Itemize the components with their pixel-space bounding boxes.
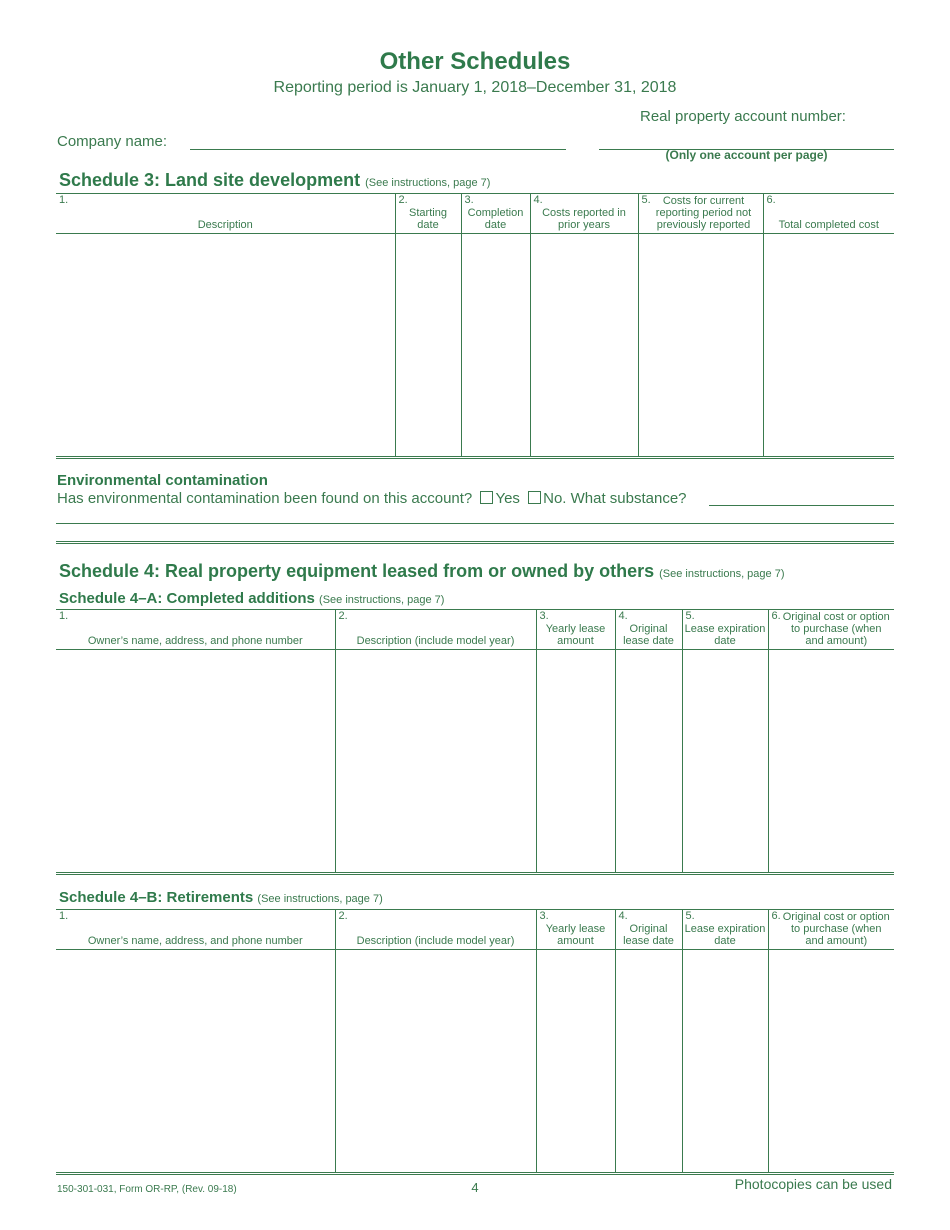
schedule3-cell-description[interactable] bbox=[56, 234, 395, 458]
account-note: (Only one account per page) bbox=[665, 148, 828, 162]
yes-label: Yes bbox=[495, 490, 520, 507]
schedule4a-col-expiration: 5. Lease expiration date bbox=[682, 610, 768, 650]
schedule3-col-total-cost: 6. Total completed cost bbox=[763, 194, 894, 234]
schedule4b-cell-original-cost[interactable] bbox=[768, 950, 894, 1174]
schedule4a-title bbox=[59, 590, 444, 607]
schedule3-title-text: Schedule 3: Land site development bbox=[59, 170, 361, 190]
schedule4a-table bbox=[56, 609, 894, 875]
schedule4a-cell-expiration[interactable] bbox=[682, 650, 768, 874]
substance-field[interactable] bbox=[709, 505, 894, 506]
schedule3-cell-completion-date[interactable] bbox=[461, 234, 530, 458]
schedule4b-col-expiration: 5. Lease expiration date bbox=[682, 910, 768, 950]
schedule3-col-starting-date: 2. Starting date bbox=[395, 194, 461, 234]
schedule4b-ref: (See instructions, page 7) bbox=[257, 893, 383, 905]
schedule3-cell-starting-date[interactable] bbox=[395, 234, 461, 458]
schedule4b-col-yearly-lease: 3. Yearly lease amount bbox=[536, 910, 615, 950]
schedule4b-title bbox=[59, 889, 383, 906]
schedule4-title-text: Schedule 4: Real property equipment leased from or owned by others bbox=[59, 561, 655, 581]
schedule4-title bbox=[59, 561, 785, 582]
schedule4a-cell-owner[interactable] bbox=[56, 650, 335, 874]
schedule3-ref: (See instructions, page 7) bbox=[365, 177, 491, 189]
substance-label: What substance? bbox=[570, 490, 687, 507]
company-name-field[interactable] bbox=[190, 149, 566, 150]
schedule3-cell-prior-costs[interactable] bbox=[530, 234, 638, 458]
schedule4a-col-lease-date: 4. Original lease date bbox=[615, 610, 682, 650]
no-checkbox[interactable] bbox=[528, 491, 541, 504]
schedule3-header-row bbox=[56, 194, 894, 234]
company-name-label: Company name: bbox=[57, 133, 168, 150]
photocopy-note: Photocopies can be used bbox=[734, 1176, 892, 1192]
schedule3-cell-current-costs[interactable] bbox=[638, 234, 763, 458]
schedule4a-cell-description[interactable] bbox=[335, 650, 536, 874]
schedule4b-cell-description[interactable] bbox=[335, 950, 536, 1174]
schedule4a-title-text: Schedule 4–A: Completed additions bbox=[59, 590, 315, 607]
schedule3-col-current-costs: 5. Costs for current reporting period not previously reported bbox=[638, 194, 763, 234]
environmental-title: Environmental contamination bbox=[57, 472, 268, 489]
schedule4b-col-description: 2. Description (include model year) bbox=[335, 910, 536, 950]
substance-continuation-line[interactable] bbox=[56, 523, 894, 524]
section-divider bbox=[56, 541, 894, 544]
page-number: 4 bbox=[471, 1180, 479, 1195]
schedule4a-header-row bbox=[56, 610, 894, 650]
schedule4a-entry-area[interactable] bbox=[56, 650, 894, 874]
schedule3-col-completion-date: 3. Completion date bbox=[461, 194, 530, 234]
schedule4b-cell-owner[interactable] bbox=[56, 950, 335, 1174]
schedule4a-col-description: 2. Description (include model year) bbox=[335, 610, 536, 650]
environmental-question-row bbox=[57, 490, 687, 507]
schedule3-table bbox=[56, 193, 894, 459]
schedule3-entry-area[interactable] bbox=[56, 234, 894, 458]
schedule4b-table bbox=[56, 909, 894, 1175]
schedule4b-entry-area[interactable] bbox=[56, 950, 894, 1174]
reporting-period: Reporting period is January 1, 2018–December 31, 2018 bbox=[273, 79, 677, 96]
schedule4a-cell-lease-date[interactable] bbox=[615, 650, 682, 874]
schedule4a-col-owner: 1. Owner’s name, address, and phone number bbox=[56, 610, 335, 650]
page-title: Other Schedules bbox=[379, 48, 571, 75]
schedule4b-cell-expiration[interactable] bbox=[682, 950, 768, 1174]
schedule3-cell-total-cost[interactable] bbox=[763, 234, 894, 458]
schedule3-col-prior-costs: 4. Costs reported in prior years bbox=[530, 194, 638, 234]
schedule4a-ref: (See instructions, page 7) bbox=[319, 594, 445, 606]
environmental-question: Has environmental contamination been found on this account? bbox=[57, 490, 473, 507]
schedule4b-header-row bbox=[56, 910, 894, 950]
yes-checkbox[interactable] bbox=[480, 491, 493, 504]
form-identifier: 150-301-031, Form OR-RP, (Rev. 09-18) bbox=[57, 1184, 237, 1195]
schedule4b-col-owner: 1. Owner’s name, address, and phone number bbox=[56, 910, 335, 950]
schedule4b-col-original-cost: 6. Original cost or option to purchase (when and amount) bbox=[768, 910, 894, 950]
schedule3-col-description: 1. Description bbox=[56, 194, 395, 234]
schedule4b-title-text: Schedule 4–B: Retirements bbox=[59, 889, 254, 906]
schedule4a-cell-yearly-lease[interactable] bbox=[536, 650, 615, 874]
schedule4b-cell-lease-date[interactable] bbox=[615, 950, 682, 1174]
no-label: No. bbox=[543, 490, 567, 507]
schedule4b-cell-yearly-lease[interactable] bbox=[536, 950, 615, 1174]
schedule4b-col-lease-date: 4. Original lease date bbox=[615, 910, 682, 950]
schedule4a-cell-original-cost[interactable] bbox=[768, 650, 894, 874]
schedule4a-col-original-cost: 6. Original cost or option to purchase (when and amount) bbox=[768, 610, 894, 650]
account-number-label: Real property account number: bbox=[640, 108, 846, 125]
schedule4a-col-yearly-lease: 3. Yearly lease amount bbox=[536, 610, 615, 650]
schedule3-title bbox=[59, 170, 490, 191]
schedule4-ref: (See instructions, page 7) bbox=[659, 568, 785, 580]
